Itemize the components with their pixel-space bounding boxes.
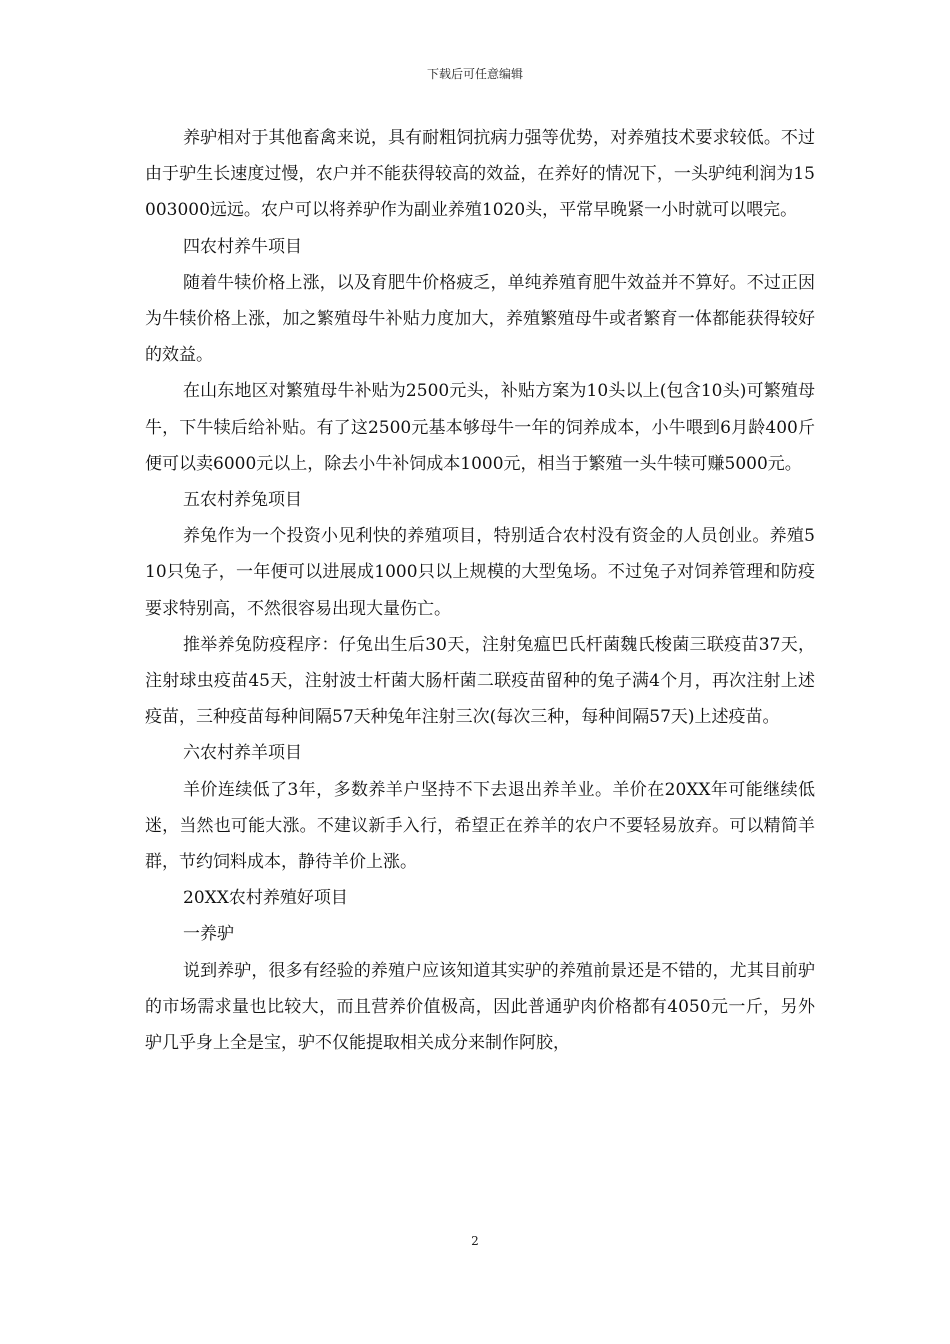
document-body	[145, 120, 815, 1061]
page-number: 2	[471, 1234, 479, 1248]
heading-cattle-project: 四农村养牛项目	[183, 236, 302, 257]
heading-sheep-project: 六农村养羊项目	[183, 743, 302, 764]
paragraph-donkey-intro: 养驴相对于其他畜禽来说，具有耐粗饲抗病力强等优势，对养殖技术要求较低。不过由于驴生长速度过慢，农户并不能获得较高的效益，在养好的情况下，一头驴纯利润为15003000远远。农户可以将养驴作为副业养殖1020头，平常早晚紧一小时就可以喂完。	[145, 128, 815, 221]
heading-rabbit-project: 五农村养兔项目	[183, 490, 302, 511]
paragraph-cattle-price: 随着牛犊价格上涨，以及育肥牛价格疲乏，单纯养殖育肥牛效益并不算好。不过正因为牛犊价格上涨，加之繁殖母牛补贴力度加大，养殖繁殖母牛或者繁育一体都能获得较好的效益。	[145, 272, 815, 366]
paragraph-sheep-price: 羊价连续低了3年，多数养羊户坚持不下去退出养羊业。羊价在20XX年可能继续低迷，当然也可能大涨。不建议新手入行，希望正在养羊的农户不要轻易放弃。可以精简羊群，节约饲料成本，静待羊价上涨。	[145, 779, 815, 873]
paragraph-donkey-market: 说到养驴，很多有经验的养殖户应该知道其实驴的养殖前景还是不错的，尤其目前驴的市场需求量也比较大，而且营养价值极高，因此普通驴肉价格都有4050元一斤，另外驴几乎身上全是宝，驴不仅能提取相关成分来制作阿胶，	[145, 960, 815, 1054]
paragraph-rabbit-intro: 养兔作为一个投资小见利快的养殖项目，特别适合农村没有资金的人员创业。养殖510只兔子，一年便可以进展成1000只以上规模的大型兔场。不过兔子对饲养管理和防疫要求特别高，不然很容易出现大量伤亡。	[145, 526, 815, 619]
heading-donkey: 一养驴	[183, 924, 234, 945]
page-header: 下载后可任意编辑	[426, 67, 523, 81]
heading-good-projects: 20XX农村养殖好项目	[183, 888, 348, 909]
paragraph-cattle-subsidy: 在山东地区对繁殖母牛补贴为2500元头，补贴方案为10头以上(包含10头)可繁殖母牛，下牛犊后给补贴。有了这2500元基本够母牛一年的饲养成本，小牛喂到6月龄400斤便可以卖6000元以上，除去小牛补饲成本1000元，相当于繁殖一头牛犊可赚5000元。	[145, 381, 815, 474]
paragraph-rabbit-vaccine: 推举养兔防疫程序：仔兔出生后30天，注射兔瘟巴氏杆菌魏氏梭菌三联疫苗37天，注射球虫疫苗45天，注射波士杆菌大肠杆菌二联疫苗留种的兔子满4个月，再次注射上述疫苗，三种疫苗每种间隔57天种兔年注射三次(每次三种，每种间隔57天)上述疫苗。	[145, 634, 815, 728]
